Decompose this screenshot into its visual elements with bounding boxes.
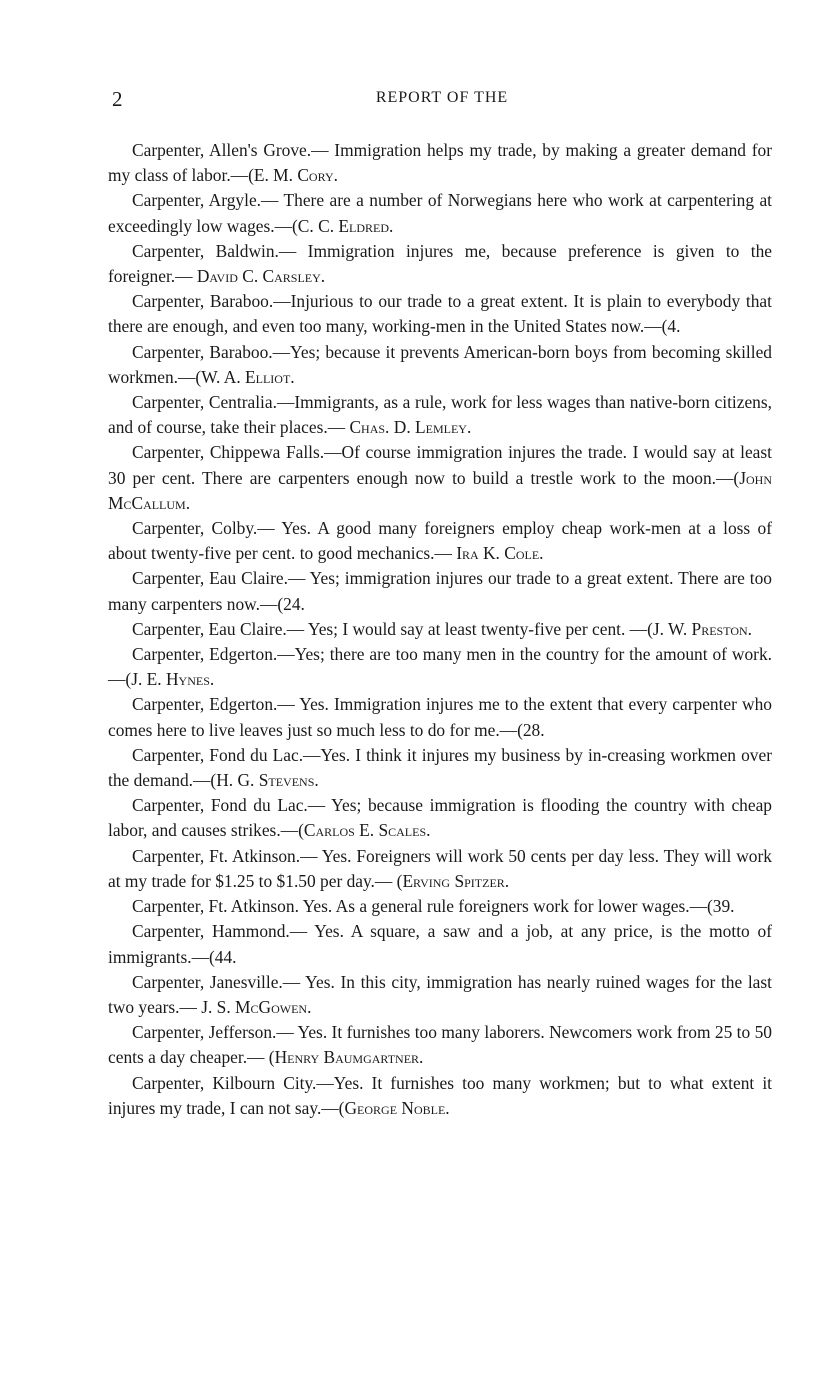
entry-text: Carpenter, Janesville.— Yes. In this city, immigration has nearly ruined wages for the last two years.— [108,971,772,1017]
entry-text: Carpenter, Edgerton.—Yes; there are too many men in the country for the amount of work.—( [108,644,772,690]
testimony-entry [108,743,772,793]
page-number: 2 [112,87,123,111]
entries-list [108,138,772,1121]
testimony-entry [108,516,772,566]
entry-signature: Carlos E. Scales. [303,820,431,841]
testimony-entry [108,970,772,1020]
page-header [112,87,772,113]
testimony-entry [108,138,772,188]
entry-text: Carpenter, Ft. Atkinson. Yes. As a general rule foreigners work for lower wages.—(39. [132,896,735,917]
testimony-entry [108,1071,772,1121]
entry-signature: J. W. Preston. [652,618,753,639]
entry-text: Carpenter, Fond du Lac.—Yes. I think it injures my business by in-creasing workmen over the demand.—( [108,744,772,791]
entry-text: Carpenter, Eau Claire.— Yes; immigration injures our trade to a great extent. There are too many carpenters now.—(24. [108,568,772,614]
entry-signature: John McCallum. [108,467,772,513]
entry-text: Carpenter, Kilbourn City.—Yes. It furnishes too many workmen; but to what extent it injures my trade, I can not say.—( [108,1072,772,1118]
testimony-entry [108,1020,772,1070]
entry-text: Carpenter, Chippewa Falls.—Of course immigration injures the trade. I would say at least 30 per cent. There are carpenters enough now to build a trestle work to the moon.—( [108,442,772,488]
testimony-entry [108,289,772,339]
testimony-entry [108,340,772,390]
testimony-entry [108,894,772,919]
testimony-entry [108,642,772,692]
testimony-entry [108,692,772,742]
entry-signature: Erving Spitzer. [402,870,510,891]
entry-signature: David C. Carsley. [196,266,326,287]
entry-text: Carpenter, Edgerton.— Yes. Immigration injures me to the extent that every carpenter who comes here to live leaves just so much less to do for me.—(28. [108,694,772,740]
entry-signature: J. S. McGowen. [201,996,312,1017]
entry-text: Carpenter, Hammond.— Yes. A square, a saw and a job, at any price, is the motto of immigrants.—(44. [108,921,772,967]
entry-text: Carpenter, Baldwin.— Immigration injures me, because preference is given to the foreigner.— [108,240,772,287]
testimony-entry [108,440,772,516]
entry-text: Carpenter, Baraboo.—Injurious to our trade to a great extent. It is plain to everybody that there are enough, and even too many, working-men in the United States now.—(4. [108,291,772,337]
entry-text: Carpenter, Jefferson.— Yes. It furnishes too many laborers. Newcomers work from 25 to 50 cents a day cheaper.— ( [108,1022,772,1068]
entry-signature: C. C. Eldred. [297,215,394,236]
entry-text: Carpenter, Eau Claire.— Yes; I would say at least twenty-five per cent. —( [132,618,653,639]
entry-signature: Henry Baumgartner. [274,1047,424,1068]
entry-signature: H. G. Stevens. [216,770,319,791]
running-head: REPORT OF THE [375,89,509,106]
entry-text: Carpenter, Ft. Atkinson.— Yes. Foreigners will work 50 cents per day less. They will work at my trade for $1.25 to $1.50 per day.— ( [108,845,772,891]
entry-signature: Ira K. Cole. [456,543,544,564]
entry-signature: Chas. D. Lemley. [349,417,472,438]
testimony-entry [108,390,772,440]
entry-text: Carpenter, Baraboo.—Yes; because it prevents American-born boys from becoming skilled workmen.—( [108,341,772,387]
testimony-entry [108,239,772,289]
entry-text: Carpenter, Argyle.— There are a number of Norwegians here who work at carpentering at exceedingly low wages.—( [108,190,772,236]
entry-signature: E. M. Cory. [253,165,338,186]
testimony-entry [108,617,772,642]
entry-text: Carpenter, Allen's Grove.— Immigration helps my trade, by making a greater demand for my class of labor.—( [108,140,772,186]
entry-signature: J. E. Hynes. [131,669,215,690]
entry-text: Carpenter, Colby.— Yes. A good many foreigners employ cheap work-men at a loss of about twenty-five per cent. to good mechanics.— [108,518,772,564]
entry-signature: George Noble. [344,1097,450,1118]
entry-text: Carpenter, Fond du Lac.— Yes; because immigration is flooding the country with cheap labor, and causes strikes.—( [108,795,772,841]
testimony-entry [108,844,772,894]
testimony-entry [108,793,772,843]
entry-text: Carpenter, Centralia.—Immigrants, as a rule, work for less wages than native-born citizens, and of course, take their places.— [108,392,772,438]
testimony-entry [108,919,772,969]
testimony-entry [108,566,772,616]
entry-signature: W. A. Elliot. [201,366,295,387]
testimony-entry [108,188,772,238]
